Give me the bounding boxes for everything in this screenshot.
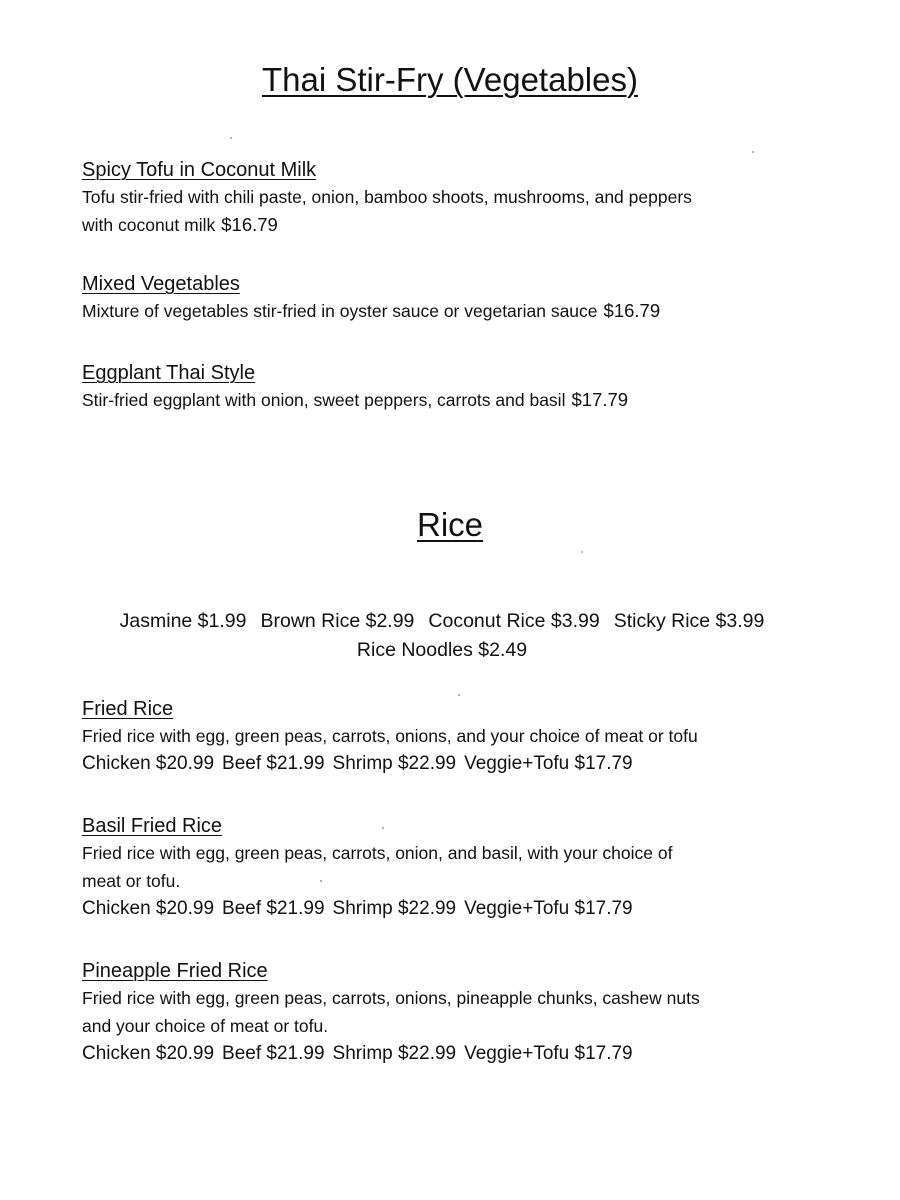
menu-item-description (82, 183, 842, 211)
rice-sides-row (82, 636, 802, 665)
scan-speck (230, 137, 232, 139)
menu-item-description (82, 211, 842, 239)
menu-item-description-line: with coconut milk (82, 215, 216, 235)
scan-speck (458, 694, 460, 696)
price-option: Shrimp $22.99 (332, 898, 457, 919)
menu-item-basil-fried-rice (82, 813, 842, 923)
menu-item-price-options (82, 1040, 842, 1068)
menu-item-description: and your choice of meat or tofu. (82, 1016, 329, 1036)
menu-item-fried-rice (82, 696, 842, 778)
menu-item-price: $17.79 (571, 389, 629, 410)
price-option: Veggie+Tofu $17.79 (464, 898, 633, 919)
price-option: Veggie+Tofu $17.79 (464, 753, 633, 774)
menu-item-description (82, 386, 842, 414)
menu-item-name: Fried Rice (82, 698, 174, 720)
menu-item-name: Eggplant Thai Style (82, 362, 256, 384)
menu-item-name: Mixed Vegetables (82, 273, 240, 295)
menu-item-description-line: Mixture of vegetables stir-fried in oyster sauce or vegetarian sauce (82, 301, 598, 321)
menu-item-pineapple-fried-rice (82, 958, 842, 1068)
menu-item-name: Pineapple Fried Rice (82, 960, 268, 982)
rice-side-price: Rice Noodles $2.49 (356, 639, 528, 661)
price-option: Shrimp $22.99 (332, 1043, 457, 1064)
menu-item-price-options (82, 895, 842, 923)
scan-speck (752, 151, 754, 153)
rice-sides-list (82, 607, 802, 665)
menu-item-description-line: Stir-fried eggplant with onion, sweet peppers, carrots and basil (82, 390, 566, 410)
rice-side-price: Sticky Rice $3.99 (613, 610, 765, 632)
menu-item-description: Fried rice with egg, green peas, carrots, onions, and your choice of meat or tofu (82, 726, 698, 746)
menu-item-description-line: Tofu stir-fried with chili paste, onion, bamboo shoots, mushrooms, and peppers (82, 187, 692, 207)
price-option: Chicken $20.99 (82, 898, 215, 919)
scan-speck (581, 551, 583, 553)
menu-item-description (82, 297, 842, 325)
rice-side-price: Coconut Rice $3.99 (428, 610, 600, 632)
menu-item-description: Fried rice with egg, green peas, carrots, onions, pineapple chunks, cashew nuts (82, 988, 700, 1008)
section-title-rice (0, 505, 900, 545)
price-option: Chicken $20.99 (82, 753, 215, 774)
section-title-stirfry-text: Thai Stir-Fry (Vegetables) (262, 61, 638, 98)
rice-side-price: Jasmine $1.99 (119, 610, 247, 632)
price-option: Shrimp $22.99 (332, 753, 457, 774)
menu-item-description: meat or tofu. (82, 871, 181, 891)
price-option: Beef $21.99 (222, 1043, 325, 1064)
menu-item-price: $16.79 (221, 214, 278, 235)
menu-item-eggplant (82, 360, 842, 414)
rice-side-price: Brown Rice $2.99 (260, 610, 415, 632)
scan-speck (382, 827, 384, 829)
price-option: Veggie+Tofu $17.79 (464, 1043, 633, 1064)
scan-speck (320, 880, 322, 882)
price-option: Beef $21.99 (222, 898, 325, 919)
menu-item-name: Basil Fried Rice (82, 815, 223, 837)
menu-item-name: Spicy Tofu in Coconut Milk (82, 159, 317, 181)
section-title-rice-text: Rice (416, 506, 484, 543)
section-title-stirfry (0, 60, 900, 100)
menu-item-spicy-tofu (82, 157, 842, 239)
menu-item-mixed-vegetables (82, 271, 842, 325)
rice-sides-row (82, 607, 802, 636)
menu-item-price: $16.79 (603, 300, 661, 321)
price-option: Chicken $20.99 (82, 1043, 215, 1064)
menu-item-description: Fried rice with egg, green peas, carrots, onion, and basil, with your choice of (82, 843, 673, 863)
menu-item-price-options (82, 750, 842, 778)
price-option: Beef $21.99 (222, 753, 325, 774)
